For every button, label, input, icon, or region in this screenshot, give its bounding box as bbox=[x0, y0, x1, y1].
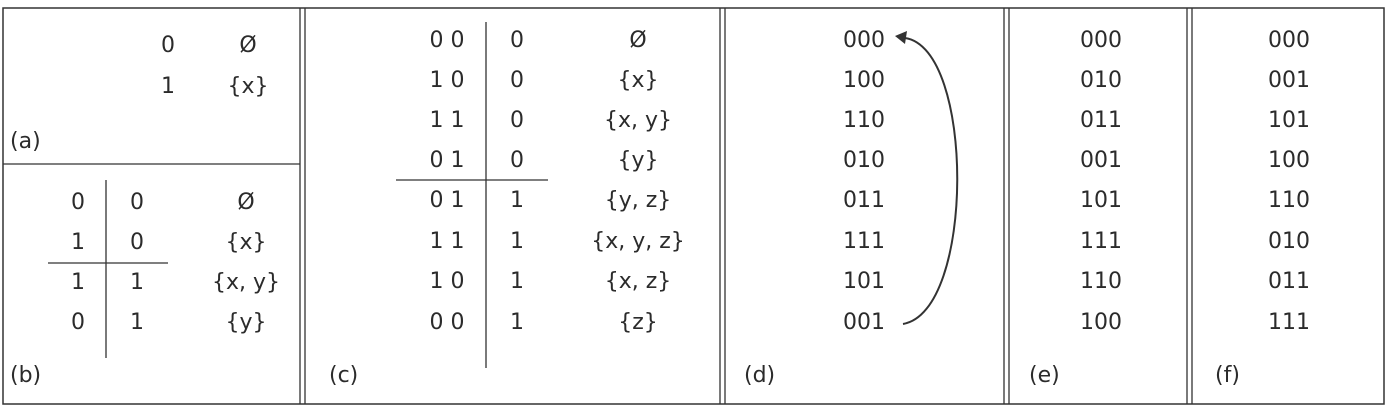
cycle-arrow-curve bbox=[903, 38, 957, 324]
panel-c-bit3: 1 bbox=[510, 310, 524, 335]
panel-c-bits12: 1 1 bbox=[429, 229, 465, 254]
panel-a-set-0: Ø bbox=[239, 33, 257, 58]
panel-d-code: 001 bbox=[843, 310, 885, 335]
panel-e-code: 001 bbox=[1080, 148, 1122, 173]
panel-d-code: 010 bbox=[843, 148, 885, 173]
panel-e-code: 101 bbox=[1080, 188, 1122, 213]
panel-e-code: 010 bbox=[1080, 68, 1122, 93]
cycle-arrow-head bbox=[895, 31, 907, 44]
panel-d-code: 000 bbox=[843, 28, 885, 53]
panel-c-set: {x} bbox=[617, 68, 659, 93]
panel-c-bits12: 0 1 bbox=[429, 188, 465, 213]
panel-c-bits12: 1 0 bbox=[429, 68, 465, 93]
panel-b-label: (b) bbox=[10, 363, 42, 388]
panel-c-set: {z} bbox=[618, 310, 658, 335]
panel-d-code: 100 bbox=[843, 68, 885, 93]
panel-c-bits12: 0 0 bbox=[429, 310, 465, 335]
panel-c-bits12: 0 1 bbox=[429, 148, 465, 173]
panel-c-bit3: 1 bbox=[510, 188, 524, 213]
panel-b-bit2: 1 bbox=[130, 270, 144, 295]
panel-e-code: 110 bbox=[1080, 269, 1122, 294]
panel-a-label: (a) bbox=[10, 129, 41, 154]
panel-f-code: 010 bbox=[1268, 229, 1310, 254]
panel-f-code: 011 bbox=[1268, 269, 1310, 294]
panel-c-bit3: 1 bbox=[510, 269, 524, 294]
panel-a-set-1: {x} bbox=[227, 74, 269, 99]
panel-f-code: 001 bbox=[1268, 68, 1310, 93]
panel-c-set: {x, z} bbox=[604, 269, 672, 294]
panel-c-bits12: 0 0 bbox=[429, 28, 465, 53]
panel-e-code: 111 bbox=[1080, 229, 1122, 254]
panel-f-code: 110 bbox=[1268, 188, 1310, 213]
panel-f-code: 101 bbox=[1268, 108, 1310, 133]
panel-c-set: Ø bbox=[629, 28, 647, 53]
panel-c-bits12: 1 0 bbox=[429, 269, 465, 294]
panel-c-bits12: 1 1 bbox=[429, 108, 465, 133]
panel-b-set: {x, y} bbox=[211, 270, 281, 295]
panel-c-bit3: 0 bbox=[510, 148, 524, 173]
panel-c-bit3: 0 bbox=[510, 68, 524, 93]
panel-d-label: (d) bbox=[744, 363, 776, 388]
panel-b-bit1: 0 bbox=[71, 310, 85, 335]
panel-e-code: 011 bbox=[1080, 108, 1122, 133]
panel-d-code: 111 bbox=[843, 229, 885, 254]
panel-c-set: {y} bbox=[617, 148, 659, 173]
panel-c-bit3: 0 bbox=[510, 28, 524, 53]
panel-b-bit1: 1 bbox=[71, 230, 85, 255]
panel-f-code: 111 bbox=[1268, 310, 1310, 335]
panel-f-label: (f) bbox=[1215, 363, 1240, 388]
panel-c-bit3: 0 bbox=[510, 108, 524, 133]
panel-b-set: {y} bbox=[225, 310, 267, 335]
panel-c-set: {x, y} bbox=[603, 108, 673, 133]
panel-d-code: 011 bbox=[843, 188, 885, 213]
panel-b-bit2: 0 bbox=[130, 190, 144, 215]
panel-e-label: (e) bbox=[1029, 363, 1060, 388]
panel-f-code: 100 bbox=[1268, 148, 1310, 173]
panel-b-set: {x} bbox=[225, 230, 267, 255]
panel-d-code: 101 bbox=[843, 269, 885, 294]
panel-b-bit2: 0 bbox=[130, 230, 144, 255]
panel-d-code: 110 bbox=[843, 108, 885, 133]
panel-a-bits-0: 0 bbox=[161, 33, 175, 58]
panel-e-code: 000 bbox=[1080, 28, 1122, 53]
panel-c-set: {x, y, z} bbox=[591, 229, 685, 254]
panel-e-code: 100 bbox=[1080, 310, 1122, 335]
panel-b-set: Ø bbox=[237, 190, 255, 215]
panel-b-bit1: 1 bbox=[71, 270, 85, 295]
panel-f-code: 000 bbox=[1268, 28, 1310, 53]
panel-b-bit2: 1 bbox=[130, 310, 144, 335]
panel-c-set: {y, z} bbox=[604, 188, 672, 213]
panel-c-label: (c) bbox=[329, 363, 359, 388]
panel-c-bit3: 1 bbox=[510, 229, 524, 254]
panel-b-bit1: 0 bbox=[71, 190, 85, 215]
panel-a-bits-1: 1 bbox=[161, 74, 175, 99]
outer-border bbox=[3, 8, 1384, 404]
